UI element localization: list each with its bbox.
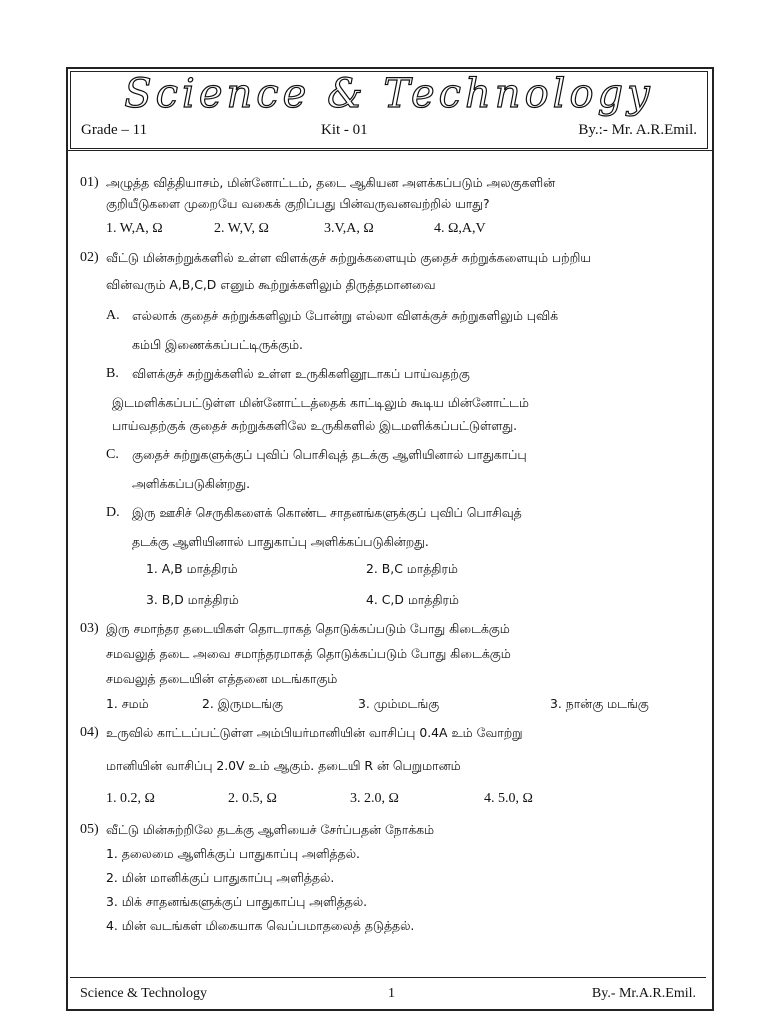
statement-text: விளக்குச் சுற்றுக்களில் உள்ள உருகிகளினூடாகப் பாய்வதற்கு [132,366,470,381]
option: 4. Ω,A,V [434,221,486,236]
statement-label: B. [106,366,119,381]
option: 1. W,A, Ω [106,221,163,236]
question-text: உருவில் காட்டப்பட்டுள்ள அம்பியர்மானியின் வாசிப்பு 0.4A உம் வோற்று [106,725,523,740]
statement-label: D. [106,505,120,520]
statement-text: குதைச் சுற்றுகளுக்குப் புவிப் பொசிவுத் தடக்கு ஆளியினால் பாதுகாப்பு [132,447,527,462]
option: 2. இருமடங்கு [202,696,283,711]
statement-d [106,502,700,552]
kit-label: Kit - 01 [321,122,368,138]
page-title: Science & Technology [124,71,654,117]
question-text: சமவலுத் தடை அவை சமாந்தரமாகத் தொடுக்கப்படும் போது கிடைக்கும் [106,646,511,661]
page-number: 1 [388,986,395,1001]
statement-text: இடமளிக்கப்பட்டுள்ள மின்னோட்டத்தைக் காட்டிலும் கூடிய மின்னோட்டம் [112,395,529,410]
question-number: 04) [80,725,99,740]
page-footer [70,977,706,1004]
option: 2. 0.5, Ω [228,791,277,806]
question-text: இரு சமாந்தர தடையிகள் தொடராகத் தொடுக்கப்படும் போது கிடைக்கும் [106,621,510,636]
option: 3. B,D மாத்திரம் [146,592,239,607]
option: 3. மிக் சாதனங்களுக்குப் பாதுகாப்பு அளித்தல். [106,894,368,909]
question-2 [80,247,700,610]
question-3 [80,618,700,714]
option: 3.V,A, Ω [324,221,374,236]
statement-label: A. [106,308,120,323]
questions-section [80,172,700,936]
option: 1. 0.2, Ω [106,791,155,806]
grade-label: Grade – 11 [81,122,148,138]
footer-title: Science & Technology [80,986,208,1001]
statement-c [106,444,700,494]
option: 3. 2.0, Ω [350,791,399,806]
statement-b [106,363,700,436]
author-label: By.:- Mr. A.R.Emil. [578,122,697,138]
statement-text: அளிக்கப்படுகின்றது. [132,476,251,491]
option: 2. W,V, Ω [214,221,269,236]
option: 1. A,B மாத்திரம் [146,561,238,576]
statement-a [106,305,700,355]
option: 2. மின் மானிக்குப் பாதுகாப்பு அளித்தல். [106,870,335,885]
question-text: வின்வரும் A,B,C,D எனும் கூற்றுக்களிலும் திருத்தமானவை [106,277,436,292]
question-text: அழுத்த வித்தியாசம், மின்னோட்டம், தடை ஆகியன அளக்கப்படும் அலகுகளின் [106,175,556,190]
statement-text: தடக்கு ஆளியினால் பாதுகாப்பு அளிக்கப்படுகின்றது. [132,534,429,549]
statement-text: கம்பி இணைக்கப்பட்டிருக்கும். [132,337,303,352]
question-text: குறியீடுகளை முறையே வகைக் குறிப்பது பின்வருவனவற்றில் யாது? [106,196,490,211]
question-5 [80,819,700,936]
statement-text: பாய்வதற்குக் குதைச் சுற்றுக்களிலே உருகிகளில் இடமளிக்கப்பட்டுள்ளது. [112,418,518,433]
question-text: மானியின் வாசிப்பு 2.0V உம் ஆகும். தடையி R ன் பெறுமானம் [106,758,461,773]
question-text: சமவலுத் தடையின் எத்தனை மடங்காகும் [106,671,338,686]
option: 4. C,D மாத்திரம் [366,592,459,607]
question-number: 05) [80,822,99,837]
question-1 [80,172,700,239]
option: 2. B,C மாத்திரம் [366,561,458,576]
question-number: 03) [80,621,99,636]
question-4 [80,722,700,809]
option: 1. சமம் [106,696,149,711]
option: 1. தலைமை ஆளிக்குப் பாதுகாப்பு அளித்தல். [106,846,360,861]
option: 4. 5.0, Ω [484,791,533,806]
option: 3. நான்கு மடங்கு [550,696,649,711]
question-number: 02) [80,250,99,265]
header-box [70,71,708,149]
footer-author: By.- Mr.A.R.Emil. [591,986,696,1001]
statement-text: இரு ஊசிச் செருகிகளைக் கொண்ட சாதனங்களுக்குப் புவிப் பொசிவுத் [132,505,522,520]
option: 4. மின் வடங்கள் மிகையாக வெப்பமாதலைத் தடுத்தல். [106,918,415,933]
question-text: வீட்டு மின்சுற்றிலே தடக்கு ஆளியைச் சேர்ப்பதன் நோக்கம் [106,822,435,837]
question-number: 01) [80,175,99,190]
statement-label: C. [106,447,119,462]
statement-text: எல்லாக் குதைச் சுற்றுக்களிலும் போன்று எல்லா விளக்குச் சுற்றுகளிலும் புவிக் [132,308,559,323]
header-divider [66,150,712,151]
option: 3. மும்மடங்கு [358,696,440,711]
options-grid [146,558,700,610]
question-text: வீட்டு மின்சுற்றுக்களில் உள்ள விளக்குச் சுற்றுக்களையும் குதைச் சுற்றுக்களையும் பற்றிய [106,250,591,265]
